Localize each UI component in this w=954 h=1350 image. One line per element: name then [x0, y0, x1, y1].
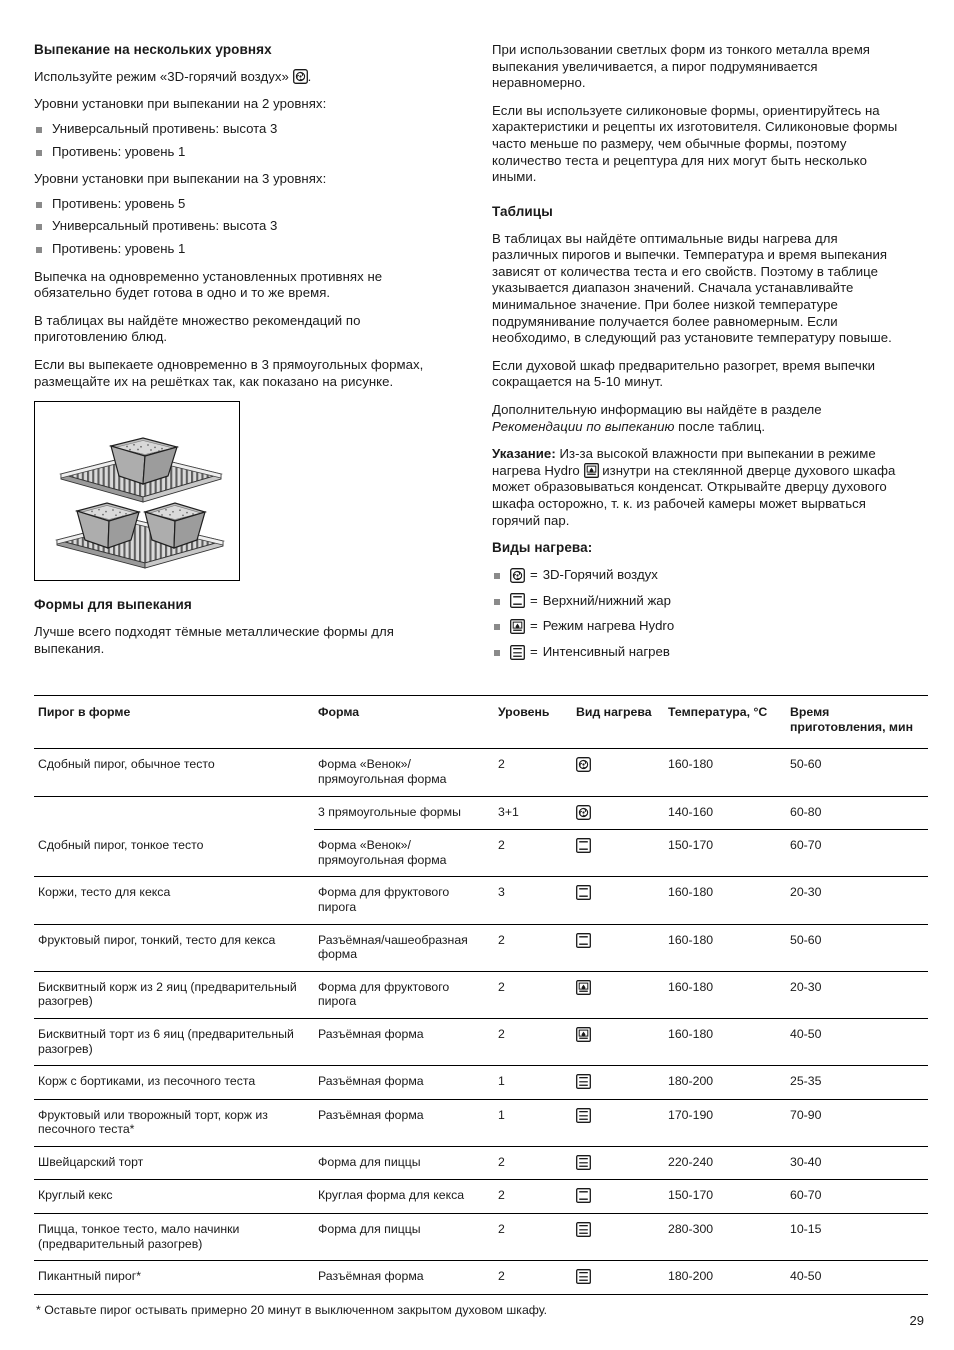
cell-time: 60-70 — [786, 1180, 928, 1214]
cell-heat-type — [572, 1261, 664, 1295]
cell-level: 3+1 — [494, 796, 572, 830]
paragraph-tables-hint: В таблицах вы найдёте множество рекомендаций по приготовлению блюд. — [34, 312, 361, 345]
cell-level: 2 — [494, 1146, 572, 1180]
heading-tables: Таблицы — [492, 203, 553, 219]
table-body — [34, 749, 928, 1294]
baking-recommendations-table-wrapper — [34, 695, 928, 1317]
use-mode-text-after: . — [307, 68, 312, 84]
paragraph-not-same-time: Выпечка на одновременно установленных противнях не обязательно будет готова в одно и то же время. — [34, 268, 383, 301]
list-item-heat-type-intensive — [492, 644, 906, 661]
two-column-body — [34, 42, 928, 671]
cell-heat-type — [572, 1099, 664, 1146]
table-row — [34, 1018, 928, 1065]
oven-racks-illustration — [34, 401, 240, 581]
cell-time: 60-70 — [786, 830, 928, 877]
equals-sign: = — [530, 618, 538, 634]
heat-type-label: Режим нагрева Hydro — [542, 618, 675, 634]
baking-recommendations-table — [34, 695, 928, 1294]
top-bottom-heat-icon — [576, 1188, 591, 1203]
intensive-heat-icon — [576, 1222, 591, 1237]
paragraph-levels-2-intro: Уровни установки при выпекании на 2 уровнях: — [34, 96, 327, 112]
cell-form: Разъёмная форма — [314, 1099, 494, 1146]
intensive-heat-icon — [510, 645, 525, 660]
heading-multilevel-baking: Выпекание на нескольких уровнях — [34, 42, 272, 57]
list-heat-types — [492, 567, 906, 660]
cell-form: Форма «Венок»/прямоугольная форма — [314, 749, 494, 796]
cell-temperature: 160-180 — [664, 877, 786, 924]
cell-cake: Коржи, тесто для кекса — [34, 877, 314, 924]
cell-temperature: 140-160 — [664, 796, 786, 830]
cell-cake: Сдобный пирог, обычное тесто — [34, 749, 314, 796]
paragraph-dark-metal-forms: Лучше всего подходят тёмные металлические формы для выпекания. — [34, 624, 394, 656]
cell-heat-type — [572, 796, 664, 830]
cell-time: 60-80 — [786, 796, 928, 830]
list-item: Противень: уровень 1 — [34, 144, 448, 161]
paragraph-light-thin-forms: При использовании светлых форм из тонкого металла время выпекания увеличивается, а пирог подрумянивается неравномерно. — [492, 42, 870, 91]
cell-form: Форма «Венок»/прямоугольная форма — [314, 830, 494, 877]
cell-heat-type — [572, 1146, 664, 1180]
column-header-form: Форма — [314, 696, 494, 749]
heading-heat-types: Виды нагрева: — [492, 540, 593, 556]
cell-temperature: 160-180 — [664, 1018, 786, 1065]
cell-temperature: 180-200 — [664, 1261, 786, 1295]
cell-cake: Сдобный пирог, тонкое тесто — [34, 830, 314, 877]
column-header-time: Время приготовления, мин — [786, 696, 928, 749]
cell-level: 1 — [494, 1099, 572, 1146]
note-condensation — [492, 446, 906, 529]
intensive-heat-icon — [576, 1074, 591, 1089]
cell-form: Круглая форма для кекса — [314, 1180, 494, 1214]
cell-heat-type — [572, 1180, 664, 1214]
equals-sign: = — [530, 643, 538, 659]
cell-temperature: 170-190 — [664, 1099, 786, 1146]
cell-cake: Круглый кекс — [34, 1180, 314, 1214]
cell-temperature: 150-170 — [664, 830, 786, 877]
cell-heat-type — [572, 877, 664, 924]
cell-form: Форма для фруктового пирога — [314, 971, 494, 1018]
cell-heat-type — [572, 749, 664, 796]
table-row — [34, 971, 928, 1018]
cell-level: 2 — [494, 1018, 572, 1065]
list-item: Универсальный противень: высота 3 — [34, 218, 448, 235]
cell-level: 2 — [494, 1261, 572, 1295]
heat-type-label: Интенсивный нагрев — [542, 643, 670, 659]
hydro-heat-icon — [510, 619, 525, 634]
cell-time: 70-90 — [786, 1099, 928, 1146]
cell-level: 2 — [494, 1214, 572, 1261]
hydro-heat-icon — [576, 1027, 591, 1042]
hydro-heat-icon — [576, 980, 591, 995]
table-row — [34, 877, 928, 924]
list-item: Противень: уровень 1 — [34, 241, 448, 258]
table-row — [34, 1214, 928, 1261]
table-footnote: * Оставьте пирог остывать примерно 20 минут в выключенном закрытом духовом шкафу. — [36, 1302, 548, 1317]
page-number: 29 — [909, 1313, 924, 1328]
cell-cake: Швейцарский торт — [34, 1146, 314, 1180]
cell-time: 25-35 — [786, 1066, 928, 1100]
cell-temperature: 160-180 — [664, 971, 786, 1018]
cell-cake: Фруктовый или творожный торт, корж из песочного теста* — [34, 1099, 314, 1146]
paragraph-more-information — [492, 402, 906, 435]
paragraph-tables-explanation: В таблицах вы найдёте оптимальные виды нагрева для различных пирогов и выпечки. Температура и время выпекания зависят от количества теста и его свойств. Поэтому в таблице указывается диапазон значений. Сначала устанавливайте минимальное значение. При более низкой температуре подрумянивание получается более равномерным. Если необходимо, в следующий раз установите температуру повыше. — [492, 230, 892, 346]
heading-bakeware: Формы для выпекания — [34, 597, 192, 613]
equals-sign: = — [530, 592, 538, 608]
hot-air-3d-icon — [576, 805, 591, 820]
cell-level: 2 — [494, 924, 572, 971]
cell-form: Форма для фруктового пирога — [314, 877, 494, 924]
cell-form: Разъёмная/чашеобразная форма — [314, 924, 494, 971]
note-text-before: Из-за высокой влажности при выпекании в режиме нагрева Hydro — [492, 446, 876, 478]
column-header-temperature: Температура, °C — [664, 696, 786, 749]
intensive-heat-icon — [576, 1108, 591, 1123]
cell-form: Форма для пиццы — [314, 1146, 494, 1180]
cell-cake: Бисквитный торт из 6 яиц (предварительный разогрев) — [34, 1018, 314, 1065]
cell-cake: Корж с бортиками, из песочного теста — [34, 1066, 314, 1100]
cell-form: Форма для пиццы — [314, 1214, 494, 1261]
cell-form: Разъёмная форма — [314, 1261, 494, 1295]
cell-cake: Фруктовый пирог, тонкий, тесто для кекса — [34, 924, 314, 971]
heat-type-label: Верхний/нижний жар — [542, 592, 671, 608]
cell-level: 1 — [494, 1066, 572, 1100]
hot-air-3d-icon — [510, 568, 525, 583]
cell-level: 2 — [494, 830, 572, 877]
table-row — [34, 1180, 928, 1214]
hot-air-3d-icon — [293, 69, 308, 84]
list-levels-3 — [34, 196, 448, 258]
table-row — [34, 796, 928, 830]
paragraph-use-3d-mode — [34, 69, 448, 86]
cell-cake: Пицца, тонкое тесто, мало начинки (предварительный разогрев) — [34, 1214, 314, 1261]
cell-temperature: 220-240 — [664, 1146, 786, 1180]
list-item: Противень: уровень 5 — [34, 196, 448, 213]
column-header-cake: Пирог в форме — [34, 696, 314, 749]
hot-air-3d-icon — [576, 757, 591, 772]
cell-time: 10-15 — [786, 1214, 928, 1261]
paragraph-three-rectangular-forms: Если вы выпекаете одновременно в 3 прямоугольных формах, размещайте их на решётках так, как показано на рисунке. — [34, 357, 424, 389]
use-mode-text-before: Используйте режим «3D-горячий воздух» — [34, 68, 289, 84]
top-bottom-heat-icon — [576, 933, 591, 948]
intensive-heat-icon — [576, 1269, 591, 1284]
cell-time: 50-60 — [786, 924, 928, 971]
cell-heat-type — [572, 1066, 664, 1100]
cell-temperature: 280-300 — [664, 1214, 786, 1261]
column-header-heat-type: Вид нагрева — [572, 696, 664, 749]
cell-time: 20-30 — [786, 971, 928, 1018]
left-column — [34, 42, 448, 668]
top-bottom-heat-icon — [576, 838, 591, 853]
cell-level: 3 — [494, 877, 572, 924]
cell-heat-type — [572, 1214, 664, 1261]
more-info-section-title: Рекомендации по выпеканию — [492, 418, 675, 434]
cell-cake: Пикантный пирог* — [34, 1261, 314, 1295]
more-info-before: Дополнительную информацию вы найдёте в разделе — [492, 401, 822, 417]
list-item: Универсальный противень: высота 3 — [34, 121, 448, 138]
cell-time: 20-30 — [786, 877, 928, 924]
cell-temperature: 160-180 — [664, 749, 786, 796]
note-text-after: изнутри на стеклянной дверце духового шкафа может образовываться конденсат. Открывайте дверцу духового шкафа осторожно, т. к. из рабочей камеры может вырваться горячий пар. — [492, 462, 896, 528]
column-header-level: Уровень — [494, 696, 572, 749]
cell-time: 40-50 — [786, 1018, 928, 1065]
cell-level: 2 — [494, 1180, 572, 1214]
cell-cake: Бисквитный корж из 2 яиц (предварительный разогрев) — [34, 971, 314, 1018]
cell-heat-type — [572, 1018, 664, 1065]
table-row — [34, 749, 928, 796]
paragraph-silicone-forms: Если вы используете силиконовые формы, ориентируйтесь на характеристики и рецепты их изготовителя. Силиконовые формы часто меньше по размеру, чем обычные формы, поэтому количество теста и рецептура для них могут быть несколько иными. — [492, 102, 898, 185]
cell-cake — [34, 796, 314, 830]
table-row — [34, 1066, 928, 1100]
top-bottom-heat-icon — [510, 593, 525, 608]
note-label: Указание: — [492, 446, 556, 462]
paragraph-preheat-saves-time: Если духовой шкаф предварительно разогрет, время выпечки сокращается на 5-10 минут. — [492, 357, 876, 390]
cell-level: 2 — [494, 749, 572, 796]
equals-sign: = — [530, 567, 538, 582]
list-item-heat-type-hydro — [492, 618, 906, 635]
list-item-heat-type-top-bottom — [492, 593, 906, 610]
table-row — [34, 830, 928, 877]
table-row — [34, 924, 928, 971]
hydro-heat-icon — [584, 463, 599, 478]
cell-form: Разъёмная форма — [314, 1018, 494, 1065]
cell-temperature: 160-180 — [664, 924, 786, 971]
paragraph-levels-3-intro: Уровни установки при выпекании на 3 уровнях: — [34, 171, 327, 187]
top-bottom-heat-icon — [576, 885, 591, 900]
table-header-row — [34, 696, 928, 749]
cell-form: Разъёмная форма — [314, 1066, 494, 1100]
cell-time: 30-40 — [786, 1146, 928, 1180]
cell-heat-type — [572, 924, 664, 971]
intensive-heat-icon — [576, 1155, 591, 1170]
cell-heat-type — [572, 971, 664, 1018]
heat-type-label: 3D-Горячий воздух — [542, 567, 658, 582]
list-item-heat-type-hot-air — [492, 567, 906, 584]
cell-temperature: 150-170 — [664, 1180, 786, 1214]
table-row — [34, 1261, 928, 1295]
table-row — [34, 1099, 928, 1146]
cell-time: 40-50 — [786, 1261, 928, 1295]
cell-level: 2 — [494, 971, 572, 1018]
cell-temperature: 180-200 — [664, 1066, 786, 1100]
table-row — [34, 1146, 928, 1180]
right-column — [492, 42, 906, 671]
more-info-after: после таблиц. — [674, 418, 766, 434]
cell-form: 3 прямоугольные формы — [314, 796, 494, 830]
list-levels-2 — [34, 121, 448, 160]
cell-heat-type — [572, 830, 664, 877]
cell-time: 50-60 — [786, 749, 928, 796]
